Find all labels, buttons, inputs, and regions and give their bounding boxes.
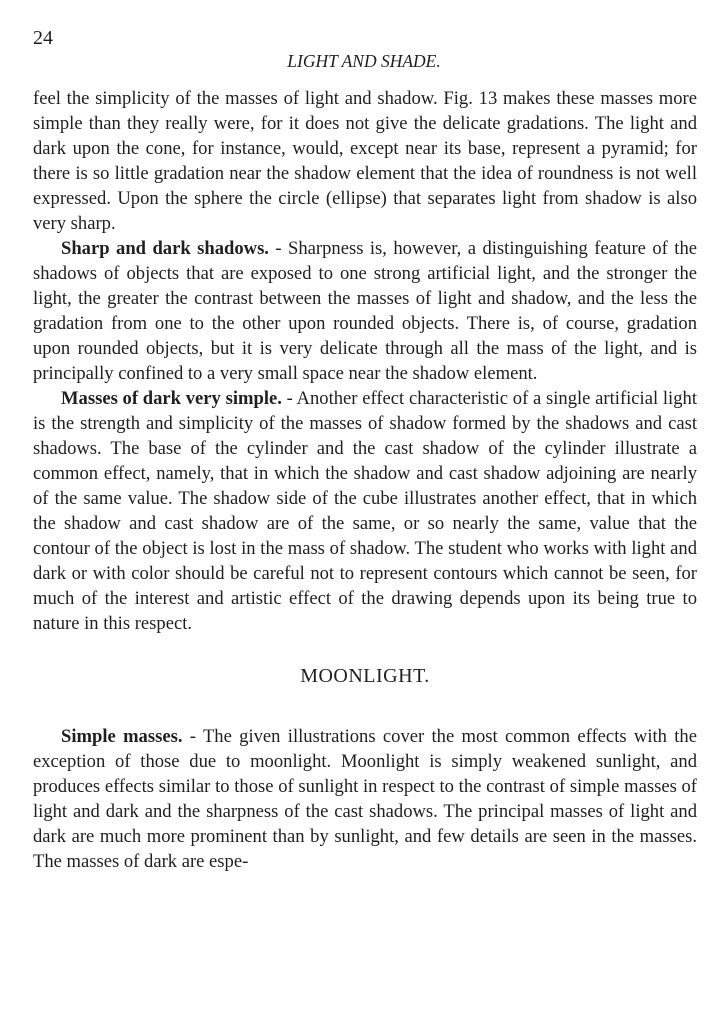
paragraph-lead: Masses of dark very simple. <box>61 388 282 409</box>
paragraph-text: feel the simplicity of the masses of light and shadow. Fig. 13 makes these masses more simple than they really were, for it does not give the delicate gradations. The light and dark upon the cone, for instance, would, except near its base, represent a pyramid; for there is so little gradation near the shadow element that the idea of roundness is not well expressed. Upon the sphere the circle (ellipse) that separates light from shadow is also very sharp. <box>33 88 697 234</box>
page-number: 24 <box>33 27 53 49</box>
paragraph-text: - The given illustrations cover the most common effects with the exception of those due to moonlight. Moonlight is simply weakened sunlight, and produces effects similar to those of sunlight in respect to the contrast of simple masses of light and dark and the sharpness of the cast shadows. The principal masses of light and dark are much more prominent than by sunlight, and few details are seen in the masses. The masses of dark are espe- <box>33 726 697 872</box>
paragraph-lead: Simple masses. <box>61 726 183 747</box>
section-heading-moonlight: MOONLIGHT. <box>300 665 430 687</box>
paragraph-text: - Another effect characteristic of a single artificial light is the strength and simplicity of the masses of shadow formed by the shadows and cast shadows. The base of the cylinder and the cast shadow of the cylinder illustrate a common effect, namely, that in which the shadow and cast shadow adjoining are nearly of the same value. The shadow side of the cube illustrates another effect, that in which the shadow and cast shadow are of the same, or so nearly the same, value that the contour of the object is lost in the mass of shadow. The student who works with light and dark or with color should be careful not to represent contours which cannot be seen, for much of the interest and artistic effect of the drawing depends upon its being true to nature in this respect. <box>33 388 697 634</box>
paragraph-sharp-and-dark-shadows <box>33 236 697 386</box>
paragraph-lead: Sharp and dark shadows. <box>61 238 269 259</box>
paragraph-text: - Sharpness is, however, a distinguishing feature of the shadows of objects that are exposed to one strong artificial light, and the stronger the light, the greater the contrast between the masses of light and shadow, and the less the gradation from one to the other upon rounded objects. There is, of course, gradation upon rounded objects, but it is very delicate through all the mass of the light, and is principally confined to a very small space near the shadow element. <box>33 238 697 384</box>
paragraph-simple-masses <box>33 724 697 874</box>
running-head: LIGHT AND SHADE. <box>287 51 441 71</box>
page-body <box>33 86 697 874</box>
paragraph-masses-of-dark <box>33 386 697 636</box>
paragraph-continuation <box>33 86 697 236</box>
